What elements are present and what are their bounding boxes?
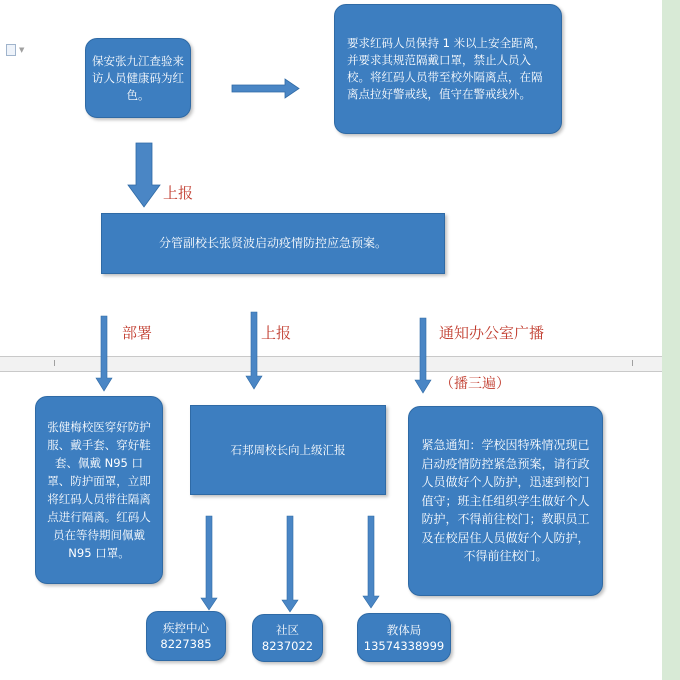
contact-cdc-box — [146, 611, 226, 661]
contact-edu-bureau-phone: 13574338999 — [363, 638, 445, 653]
contact-edu-bureau-box — [357, 613, 451, 662]
emergency-notice-box — [408, 406, 603, 596]
arrow-right — [232, 79, 299, 98]
contact-cdc-name: 疾控中心 — [163, 621, 209, 635]
arrow-down-notify — [415, 318, 431, 393]
label-deploy: 部署 — [122, 324, 153, 342]
isolation-requirement-text: 要求红码人员保持 1 米以上安全距离，并要求其规范隔戴口罩，禁止人员入校。将红码人员带至校外隔离点，在隔离点拉好警戒线，值守在警戒线外。 — [347, 36, 546, 101]
emergency-plan-box — [101, 213, 445, 274]
arrow-down-edu-bureau — [363, 516, 379, 608]
contact-community-box — [252, 614, 323, 662]
chevron-down-icon[interactable]: ▼ — [19, 46, 25, 54]
contact-community-name: 社区 — [276, 623, 299, 637]
principal-report-text: 石邦周校长向上级汇报 — [230, 442, 346, 457]
arrow-down-community — [282, 516, 298, 612]
contact-community-phone: 8237022 — [261, 639, 314, 653]
arrow-down-report-2 — [246, 312, 262, 389]
contact-edu-bureau-name: 教体局 — [386, 622, 422, 637]
arrow-down-deploy — [96, 316, 112, 391]
guard-check-box — [85, 38, 191, 118]
isolation-requirement-box — [334, 4, 562, 134]
label-broadcast-times: （播三遍） — [440, 376, 510, 392]
principal-report-box — [190, 405, 386, 495]
emergency-notice-text: 紧急通知：学校因特殊情况现已启动疫情防控紧急预案，请行政人员做好个人防护，迅速到校门值守；班主任组织学生做好个人防护，不得前往校门；教职员工及在校居住人员做好个人防护，不得前往校门。 — [421, 438, 590, 564]
emergency-plan-text: 分管副校长张贤波启动疫情防控应急预案。 — [158, 236, 387, 250]
label-report: 上报 — [163, 184, 194, 202]
school-doctor-text: 张健梅校医穿好防护服、戴手套、穿好鞋套、佩戴 N95 口罩、防护面罩，立即将红码人员带往隔离点进行隔离。红码人员在等待期间佩戴 N95 口罩。 — [47, 420, 151, 560]
arrow-down-cdc — [201, 516, 217, 610]
arrow-down-report — [128, 143, 160, 207]
guard-check-text: 保安张九江查验来访人员健康码为红色。 — [92, 53, 184, 102]
label-notify-broadcast: 通知办公室广播 — [439, 324, 545, 342]
school-doctor-box — [35, 396, 163, 584]
contact-cdc-phone: 8227385 — [160, 637, 212, 651]
label-report-upper: 上报 — [261, 324, 292, 342]
